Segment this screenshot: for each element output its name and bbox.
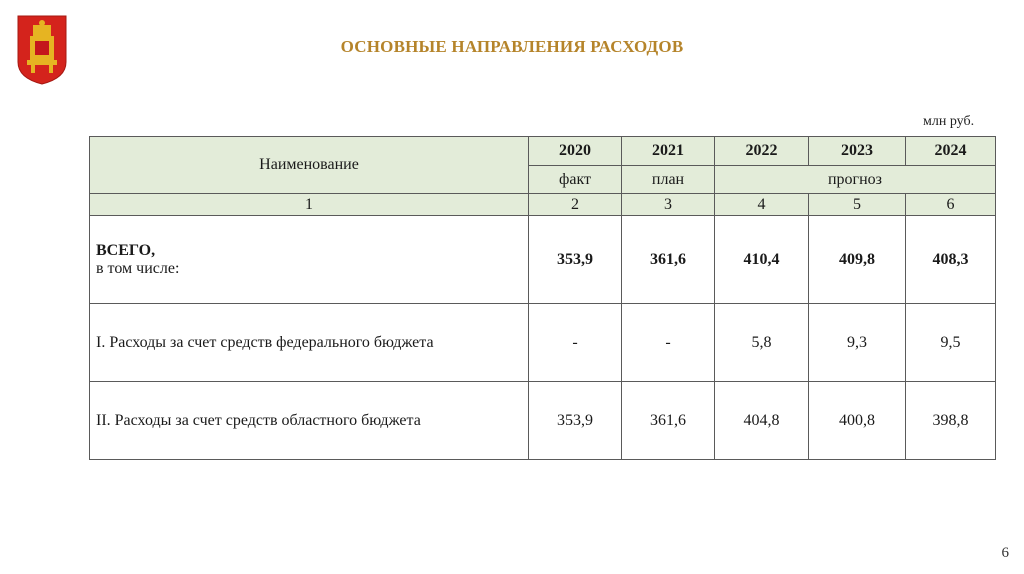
units-label: млн руб. (923, 114, 975, 129)
value-cell: 404,8 (715, 382, 809, 460)
col-number: 5 (809, 194, 906, 216)
year-header: 2023 (809, 137, 906, 166)
status-fact: факт (529, 166, 622, 194)
including-label: в том числе: (96, 259, 180, 277)
year-header: 2021 (622, 137, 715, 166)
col-number: 3 (622, 194, 715, 216)
row-label (90, 216, 529, 304)
value-cell: 398,8 (906, 382, 996, 460)
row-label: II. Расходы за счет средств областного бюджета (90, 382, 529, 460)
total-label: ВСЕГО, (96, 241, 156, 259)
value-cell: 410,4 (715, 216, 809, 304)
value-cell: 353,9 (529, 216, 622, 304)
value-cell: 9,5 (906, 304, 996, 382)
col-number: 1 (90, 194, 529, 216)
table-row (90, 304, 996, 382)
year-header: 2020 (529, 137, 622, 166)
value-cell: - (529, 304, 622, 382)
value-cell: 361,6 (622, 216, 715, 304)
page-title: ОСНОВНЫЕ НАПРАВЛЕНИЯ РАСХОДОВ (340, 37, 684, 56)
name-header: Наименование (90, 137, 529, 194)
col-number: 2 (529, 194, 622, 216)
year-header: 2022 (715, 137, 809, 166)
year-header: 2024 (906, 137, 996, 166)
value-cell: 361,6 (622, 382, 715, 460)
value-cell: 409,8 (809, 216, 906, 304)
col-number: 6 (906, 194, 996, 216)
value-cell: 353,9 (529, 382, 622, 460)
value-cell: - (622, 304, 715, 382)
value-cell: 400,8 (809, 382, 906, 460)
page-number: 6 (1001, 545, 1009, 561)
table-row (90, 382, 996, 460)
value-cell: 9,3 (809, 304, 906, 382)
table-row (90, 216, 996, 304)
status-plan: план (622, 166, 715, 194)
expenses-table (89, 136, 996, 460)
col-number: 4 (715, 194, 809, 216)
value-cell: 5,8 (715, 304, 809, 382)
row-label: I. Расходы за счет средств федерального бюджета (90, 304, 529, 382)
value-cell: 408,3 (906, 216, 996, 304)
status-forecast: прогноз (715, 166, 996, 194)
